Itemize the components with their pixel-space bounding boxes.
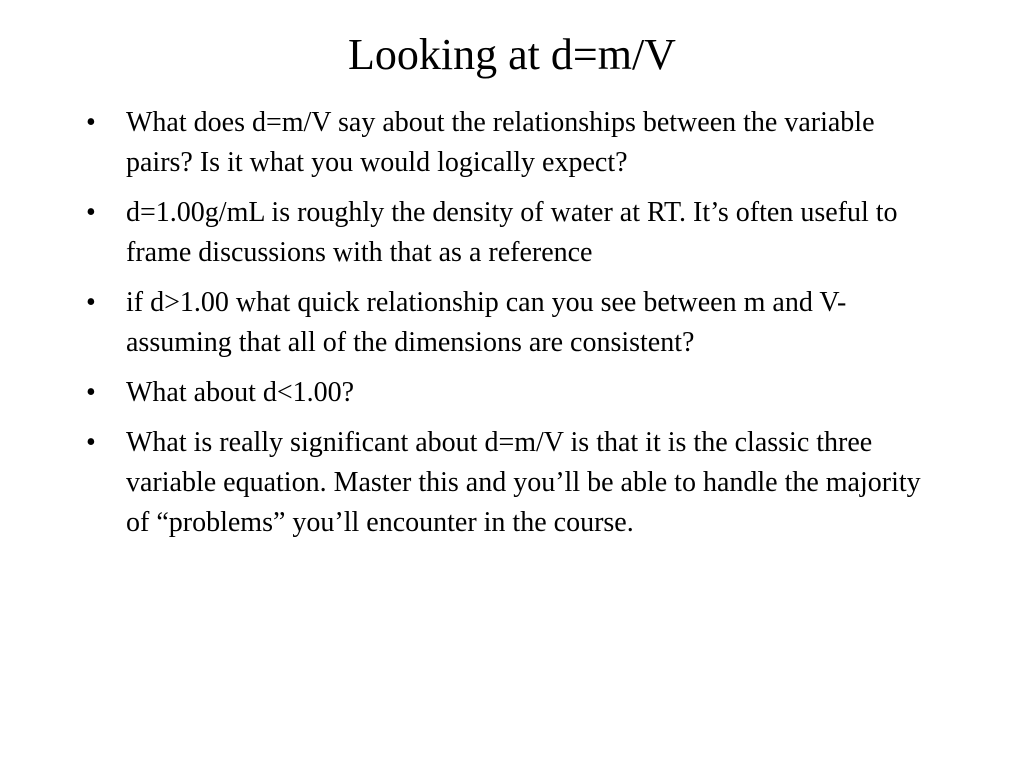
- bullet-item-2: [86, 193, 946, 273]
- bullet-list: [86, 103, 946, 553]
- bullet-marker: •: [86, 107, 96, 138]
- bullet-text: d=1.00g/mL is roughly the density of water at RT. It’s often useful to frame discussions with that as a reference: [126, 197, 898, 268]
- bullet-text: What about d<1.00?: [126, 377, 355, 408]
- bullet-item-3: [86, 283, 946, 363]
- bullet-text: What does d=m/V say about the relationships between the variable pairs? Is it what you would logically expect?: [126, 107, 875, 178]
- bullet-item-4: [86, 373, 946, 413]
- bullet-text: if d>1.00 what quick relationship can you see between m and V-assuming that all of the dimensions are consistent?: [126, 287, 847, 358]
- bullet-marker: •: [86, 377, 96, 408]
- bullet-text: What is really significant about d=m/V is that it is the classic three variable equation. Master this and you’ll be able to handle the majority of “problems” you’ll encounter in the course.: [126, 427, 921, 538]
- bullet-item-1: [86, 103, 946, 183]
- bullet-item-5: [86, 423, 946, 543]
- bullet-marker: •: [86, 287, 96, 318]
- slide-title: Looking at d=m/V: [348, 30, 676, 79]
- bullet-marker: •: [86, 427, 96, 458]
- bullet-marker: •: [86, 197, 96, 228]
